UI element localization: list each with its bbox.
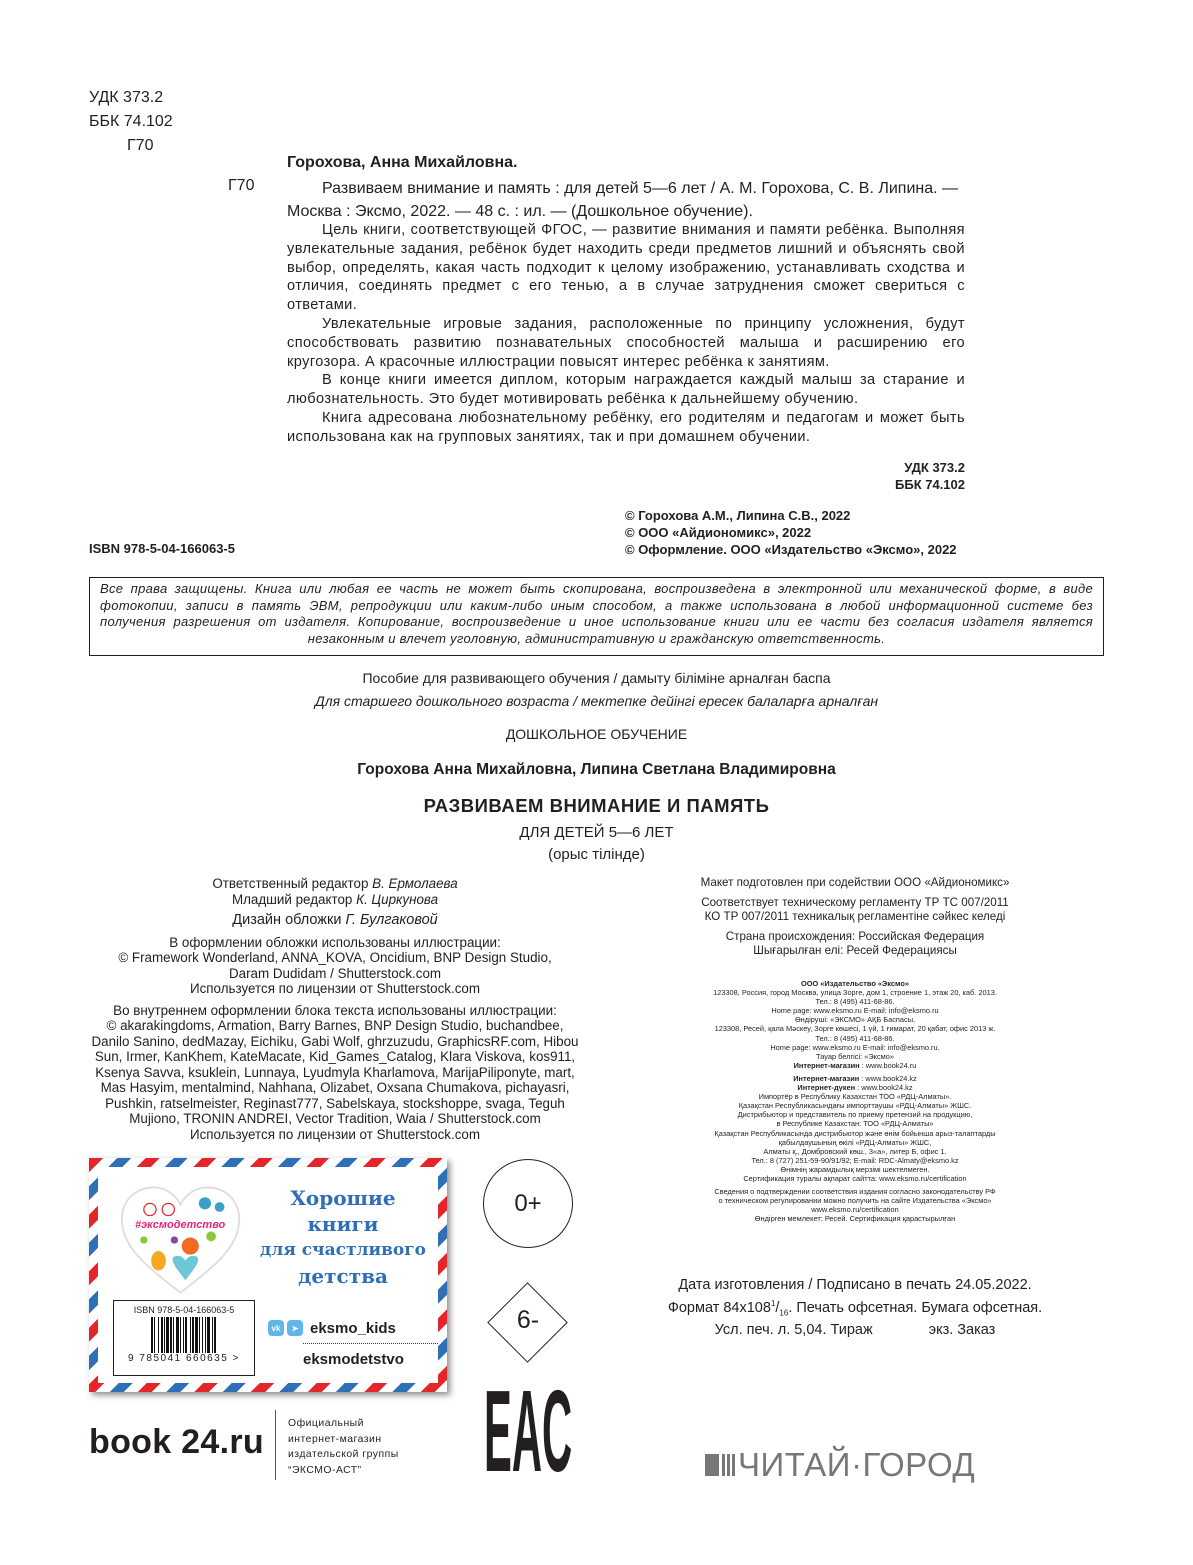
vk-icon: vk bbox=[268, 1320, 284, 1336]
eksmo-kids-sticker bbox=[89, 1158, 447, 1392]
annotation-paragraph: В конце книги имеется диплом, которым награждается каждый малыш за старание и любознательность. Это будет мотивировать ребёнка к дальнейшему обучению. bbox=[287, 372, 965, 408]
desc-line: издательской группы bbox=[288, 1449, 399, 1460]
bib-codes bbox=[840, 459, 965, 493]
credit-line: Sun, Irmer, KanKhem, KateMacate, Kid_Games_Catalog, Klara Viskova, kos911, bbox=[94, 1049, 576, 1064]
credit-line: В оформлении обложки использованы иллюстрации: bbox=[169, 934, 501, 950]
regulation-line: КО ТР 007/2011 техникалық регламентіне сәйкес келеді bbox=[704, 910, 1006, 923]
info-line: Сведения о подтверждении соответствия издания согласно законодательству РФ bbox=[714, 1187, 996, 1197]
edition-purpose: Пособие для развивающего обучения / дамыту біліміне арналған баспа bbox=[362, 670, 831, 686]
label: Ответственный редактор bbox=[212, 876, 369, 891]
junior-editor-name: К. Циркунова bbox=[356, 891, 439, 907]
info-line: Өндірген мемлекет: Ресей. Сертификация қарастырылған bbox=[754, 1214, 956, 1224]
bib-author-sign: Г70 bbox=[228, 177, 255, 194]
udk-code: УДК 373.2 bbox=[89, 89, 164, 106]
print-run-text: Усл. печ. л. 5,04. Тираж bbox=[714, 1321, 873, 1338]
author-sign: Г70 bbox=[127, 137, 154, 154]
logo-square-icon bbox=[705, 1454, 719, 1476]
eac-mark: EAC bbox=[484, 1366, 573, 1496]
divider bbox=[275, 1410, 276, 1480]
print-format: Формат $84x108^1/_{16}$. Печать офсетная. Бумага офсетная. bbox=[667, 1298, 1043, 1318]
sticker-body bbox=[98, 1167, 438, 1383]
label: Дизайн обложки bbox=[232, 912, 342, 928]
credit-line: Используется по лицензии от Shutterstock.com bbox=[189, 1126, 481, 1142]
rights-notice: Все права защищены. Книга или любая ее часть не может быть скопирована, воспроизведена в электронной или механической форме, в виде фотокопии, записи в память ЭВМ, репродукции или каким-либо иным способом, а также использована в любой информационной системе без получения разрешения от издателя. Копирование, воспроизведение и иное использование книги или ее части без согласия издателя является незаконным и влечет уголовную, административную и гражданскую ответственность. bbox=[89, 577, 1104, 656]
slogan-line: для счастливого bbox=[260, 1240, 426, 1260]
edition-series: ДОШКОЛЬНОЕ ОБУЧЕНИЕ bbox=[505, 726, 688, 742]
copyright-line: © ООО «Айдиономикс», 2022 bbox=[625, 525, 812, 540]
info-line: www.eksmo.ru/certification bbox=[811, 1205, 899, 1215]
logo-text: ЧИТАЙ·ГОРОД bbox=[738, 1446, 976, 1483]
credits bbox=[85, 876, 585, 1142]
classification-codes bbox=[89, 86, 173, 158]
sticker-slogan bbox=[253, 1185, 433, 1289]
origin-line: Страна происхождения: Российская Федерация bbox=[725, 930, 985, 943]
cover-illustrations bbox=[85, 935, 585, 997]
regulation-line: Соответствует техническому регламенту ТР ТС 007/2011 bbox=[701, 896, 1009, 909]
cover-designer-name: Г. Булгаковой bbox=[345, 912, 438, 928]
info-line: Алматы қ., Домбровский көш., 3«а», литер Б, офис 1. bbox=[763, 1146, 947, 1156]
book24-logo: book 24.ru bbox=[89, 1423, 264, 1461]
info-line: Home page: www.eksmo.ru E-mail: info@eksmo.ru. bbox=[770, 1042, 940, 1052]
credit-line: © akarakingdoms, Armation, Barry Barnes, BNP Design Studio, buchandbee, bbox=[106, 1018, 564, 1033]
credit-line: Mas Hasyim, mentalmind, Nahhana, Olizabet, Oxsana Chumakova, pichayasri, bbox=[100, 1080, 570, 1095]
edition-subtitle: ДЛЯ ДЕТЕЙ 5—6 ЛЕТ bbox=[519, 824, 674, 841]
bbk-code: ББК 74.102 bbox=[89, 113, 173, 130]
social-handle: eksmo_kids bbox=[310, 1319, 396, 1337]
barcode-digits: 9 785041 660635 > bbox=[128, 1353, 240, 1364]
chitai-gorod-logo bbox=[705, 1446, 975, 1484]
barcode-box bbox=[113, 1300, 255, 1376]
desc-line: интернет-магазин bbox=[288, 1433, 382, 1445]
layout-note: Макет подготовлен при содействии ООО «Айдиономикс» bbox=[700, 876, 1010, 889]
shop-line bbox=[660, 1061, 1050, 1070]
info-line: Тел.: 8 (495) 411-68-86. bbox=[815, 997, 895, 1007]
info-line: Өндіруші: «ЭКСМО» АҚБ Баспасы, bbox=[794, 1015, 916, 1025]
inner-illustrations bbox=[85, 1003, 585, 1143]
credit-line: Danilo Sanino, dedMazay, Eichiku, Gabi Wolf, ghrzuzudu, GraphicsRF.com, Hibou bbox=[91, 1033, 579, 1049]
print-run bbox=[640, 1322, 1070, 1340]
credit-line: Ksenya Savva, ksuklein, Lunnaya, Lyudmyla Kharlamova, MarijaPiliponyte, mart, bbox=[95, 1064, 575, 1080]
edition-title: РАЗВИВАЕМ ВНИМАНИЕ И ПАМЯТЬ bbox=[423, 795, 770, 816]
origin-line: Шығарылған елі: Ресей Федерациясы bbox=[753, 944, 957, 957]
info-line: Тауар белгісі: «Эксмо» bbox=[816, 1051, 894, 1061]
bbk-code: ББК 74.102 bbox=[895, 477, 965, 492]
info-line: Home page: www.eksmo.ru E-mail: info@eksmo.ru bbox=[771, 1006, 939, 1016]
credit-line: Используется по лицензии от Shutterstock.com bbox=[189, 981, 481, 996]
origin bbox=[660, 930, 1050, 958]
social-links bbox=[268, 1317, 438, 1370]
credit-line: Mujiono, TRONIN ANDREI, Vector Tradition, Waia / Shutterstock.com bbox=[129, 1111, 541, 1126]
desc-line: “ЭКСМО-АСТ” bbox=[288, 1464, 362, 1476]
isbn: ISBN 978-5-04-166063-5 bbox=[89, 541, 235, 556]
print-order-text: экз. Заказ bbox=[928, 1321, 996, 1338]
editor-name: В. Ермолаева bbox=[372, 876, 458, 891]
copyrights bbox=[625, 507, 957, 558]
info-line: Дистрибьютор и представитель по приему претензий на продукцию, bbox=[737, 1110, 973, 1120]
shop-label: Интернет-магазин bbox=[793, 1073, 860, 1083]
format-text: Формат 84x108 bbox=[667, 1299, 771, 1316]
bib-title-line: Развиваем внимание и память : для детей 5—6 лет / А. М. Горохова, С. В. Липина. — bbox=[322, 180, 959, 197]
hashtag: #эксмодетство bbox=[135, 1219, 226, 1231]
age-rating-circle bbox=[483, 1159, 573, 1248]
desc-line: Официальный bbox=[288, 1418, 364, 1429]
format-sup: 1 bbox=[770, 1298, 776, 1308]
edition-language: (орыс тілінде) bbox=[548, 846, 645, 863]
certification-info bbox=[660, 1187, 1050, 1223]
edition-authors: Горохова Анна Михайловна, Липина Светлана Владимировна bbox=[357, 761, 836, 778]
label: Младший редактор bbox=[231, 891, 353, 907]
format-text: . Печать офсетная. Бумага офсетная. bbox=[788, 1299, 1043, 1316]
credit-line: Daram Dudidam / Shutterstock.com bbox=[228, 965, 442, 981]
logo-bars-icon bbox=[722, 1454, 735, 1476]
credit-line: © Framework Wonderland, ANNA_KOVA, Oncidium, BNP Design Studio, bbox=[118, 950, 552, 965]
barcode-bar bbox=[216, 1317, 217, 1353]
info-line: Тел.: 8 (727) 251-59-90/91/92; E-mail: RDC-Almaty@eksmo.kz bbox=[751, 1155, 959, 1165]
shop-label: Интернет-магазин bbox=[793, 1060, 860, 1070]
edition-audience: Для старшего дошкольного возраста / мектепке дейінгі ересек балаларға арналған bbox=[314, 693, 879, 709]
info-line: қабылдаушының өкілі «РДЦ-Алматы» ЖШС, bbox=[778, 1137, 932, 1147]
social-eksmodetstvo[interactable] bbox=[268, 1348, 438, 1370]
shop-url[interactable]: : www.book24.kz bbox=[859, 1073, 917, 1083]
shop-url[interactable]: : www.book24.kz bbox=[855, 1083, 913, 1093]
print-date: Дата изготовления / Подписано в печать 24.05.2022. bbox=[678, 1277, 1032, 1293]
divider bbox=[303, 1343, 438, 1344]
copyright-line: © Горохова А.М., Липина С.В., 2022 bbox=[625, 508, 851, 523]
info-line: Өнімнің жарамдылық мерзімі шектелмеген. bbox=[780, 1164, 930, 1174]
shop-url[interactable]: : www.book24.ru bbox=[859, 1060, 917, 1070]
annotation-paragraph: Цель книги, соответствующей ФГОС, — развитие внимания и памяти ребёнка. Выполняя увлекательные задания, ребёнок будет находить среди предметов лишний и объяснять свой выбор, определять, какая часть подходит к целому изображению, устанавливать сходства и отличия, соединять предмет с его тенью, а в случае затруднения сможет свериться с ответами. bbox=[287, 222, 965, 314]
bib-imprint-line: Москва : Эксмо, 2022. — 48 с. : ил. — (Дошкольное обучение). bbox=[287, 203, 753, 220]
publisher-address bbox=[660, 988, 1050, 1061]
slogan-line: детства bbox=[298, 1264, 388, 1288]
udk-code: УДК 373.2 bbox=[904, 460, 965, 475]
info-line: 123308, Россия, город Москва, улица Зорге, дом 1, строение 1, этаж 20, каб. 2013. bbox=[713, 988, 997, 998]
info-line: Импортёр в Республику Казахстан ТОО «РДЦ-Алматы». bbox=[758, 1092, 952, 1102]
credit-line: Во внутреннем оформлении блока текста использованы иллюстрации: bbox=[113, 1002, 557, 1018]
shop-label: Интернет-дүкен bbox=[797, 1083, 856, 1093]
info-line: 123308, Ресей, қала Мәскеу, Зорге көшесі, 1 үй, 1 ғимарат, 20 қабат, офис 2013 ж. bbox=[714, 1024, 996, 1034]
cover-designer-line bbox=[85, 913, 585, 929]
info-line: Қазақстан Республикасында дистрибьютор және өнім бойынша арыз-талаптарды bbox=[714, 1128, 996, 1138]
slogan-line: Хорошие bbox=[290, 1186, 396, 1210]
age-rating-text: 0+ bbox=[514, 1189, 542, 1217]
barcode bbox=[124, 1317, 244, 1353]
bib-author: Горохова, Анна Михайловна. bbox=[287, 154, 518, 171]
info-line: о техническом регулировании можно получить на сайте Издательства «Эксмо» bbox=[718, 1196, 992, 1206]
editor-line bbox=[85, 876, 585, 892]
copyright-line: © Оформление. ООО «Издательство «Эксмо», 2022 bbox=[625, 542, 957, 557]
junior-editor-line bbox=[85, 892, 585, 908]
publisher-info bbox=[660, 979, 1050, 1223]
social-handle: eksmodetstvo bbox=[303, 1350, 404, 1368]
annotation-paragraph: Увлекательные игровые задания, расположенные по принципу усложнения, будут способствовать развитию познавательных способностей малыша и расширению его кругозора. А красочные иллюстрации повысят интерес ребёнка к занятиям. bbox=[287, 315, 965, 370]
publisher-name: ООО «Издательство «Эксмо» bbox=[801, 979, 909, 988]
format-sub: 16 bbox=[779, 1308, 789, 1318]
shop-line bbox=[660, 1074, 1050, 1083]
social-eksmo-kids[interactable] bbox=[268, 1317, 438, 1339]
kazakhstan-distributor bbox=[660, 1092, 1050, 1183]
annotation bbox=[287, 221, 965, 447]
regulation bbox=[660, 896, 1050, 924]
credit-line: Pushkin, ratselmeister, Reginast777, Sabelskaya, stockshoppe, svaga, Teguh bbox=[105, 1095, 565, 1111]
annotation-paragraph: Книга адресована любознательному ребёнку, его родителям и педагогам и может быть использована как на групповых занятиях, так и при домашнем обучении. bbox=[287, 409, 965, 445]
info-line: в Республике Казахстан: ТОО «РДЦ-Алматы» bbox=[776, 1119, 934, 1129]
bib-description bbox=[287, 177, 965, 223]
barcode-isbn: ISBN 978-5-04-166063-5 bbox=[133, 1305, 235, 1315]
info-line: Тел.: 8 (495) 411-68-86. bbox=[815, 1033, 895, 1043]
info-line: Қазақстан Республикасындағы импорттаушы «РДЦ-Алматы» ЖШС. bbox=[738, 1101, 972, 1111]
production-notes bbox=[660, 876, 1050, 958]
telegram-icon: ➤ bbox=[287, 1320, 303, 1336]
shop-line bbox=[660, 1083, 1050, 1092]
book24-description bbox=[288, 1416, 399, 1478]
slogan-line: книги bbox=[307, 1212, 379, 1236]
info-line: Сертификация туралы ақпарат сайтта: www.eksmo.ru/certification bbox=[743, 1173, 967, 1183]
age-rating-diamond-text: 6- bbox=[516, 1306, 540, 1334]
heart-illustration-icon bbox=[118, 1185, 243, 1295]
print-info bbox=[640, 1277, 1070, 1339]
